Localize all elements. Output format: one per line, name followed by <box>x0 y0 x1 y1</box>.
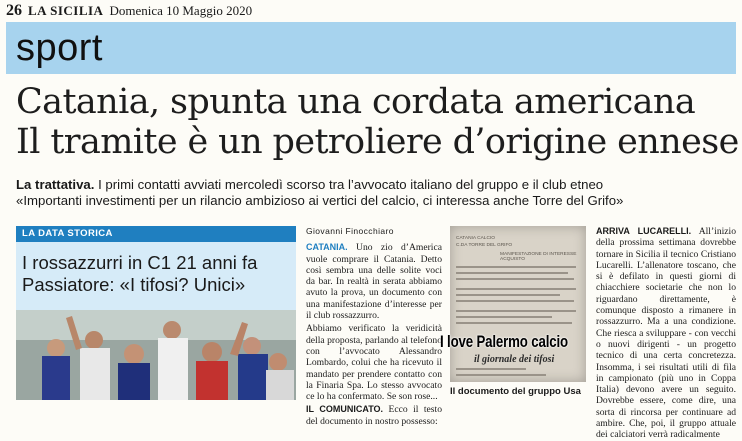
sidebar-box <box>16 226 296 400</box>
article-paragraph-1 <box>306 242 442 321</box>
article-paragraph-3 <box>306 404 442 427</box>
column-2-subhead: ARRIVA LUCARELLI. <box>596 226 692 236</box>
document-line <box>456 288 576 290</box>
sidebar-box-title: LA DATA STORICA <box>16 226 296 242</box>
newspaper-name: LA SICILIA <box>28 3 104 18</box>
byline: Giovanni Finocchiaro <box>306 226 394 236</box>
watermark-logo: il giornale dei tifosi <box>474 354 555 365</box>
document-line <box>456 310 576 312</box>
sidebar-headline-line-2: Passiatore: «I tifosi? Unici» <box>22 274 246 295</box>
issue-date: Domenica 10 Maggio 2020 <box>109 3 253 18</box>
article-paragraph-1-text: Uno zio d’America vuole comprare il Catania. Detto così sembra una delle solite voci da bar. In realtà in serata abbiamo avuto la prova, un documento con una manifestazione d’interesse per il club rossazzurro. <box>306 242 442 322</box>
document-line <box>456 300 574 302</box>
column-2-paragraph <box>596 226 736 441</box>
document-line <box>456 322 572 324</box>
article-paragraph-2: Abbiamo verificato la veridicità della proposta, parlando al telefono con l’avvocato Alessandro Lombardo, colui che ha ricevuto il mandato per prendere contatto con la Finaria Spa. Lo stesso avvocato ce lo ha confermato. Se son rose... <box>306 323 442 403</box>
document-line <box>456 272 568 274</box>
document-text-1: CATANIA CALCIO <box>456 236 496 241</box>
sidebar-box-headline <box>16 242 296 296</box>
article-subhead: IL COMUNICATO. <box>306 404 384 415</box>
document-line <box>456 294 560 296</box>
column-2-text: All’inizio della prossima settimana dovrebbe tornare in Sicilia il tecnico Cristiano Lucarelli. L’allenatore toscano, che si è defilato in questi giorni di chiacchiere societarie che non lo riguardano direttamente, è comunque disposto a rimanere in rossazzurro. Ma a una condizione. Che riesca a sviluppare - con vecchi o nuovi dirigenti - un progetto tecnico di una certa concretezza. Insomma, i sei risultati utili di fila in campionato (più uno in Coppa Italia) devono avere un seguito. Dovrebbe essere, come dire, una sorta di rincorsa per continuare ad ambire. Che, poi, il gruppo attuale dei calciatori verrà radicalmente <box>596 226 737 441</box>
main-headline <box>16 82 739 162</box>
watermark <box>440 332 620 376</box>
document-text-3: MANIFESTAZIONE DI INTERESSE ACQUISTO <box>500 252 577 262</box>
headline-line-2: Il tramite è un petroliere d’origine ennese <box>16 122 739 162</box>
photo-illustration <box>16 310 296 400</box>
article-paragraph-3-text: Ecco il testo del documento in nostro possesso: <box>306 404 442 427</box>
watermark-text: I love Palermo calcio <box>440 332 568 351</box>
standfirst-line-1 <box>16 177 738 193</box>
section-label: sport <box>16 27 103 69</box>
team-celebration-photo <box>16 310 296 400</box>
page-number: 26 <box>6 2 22 19</box>
document-caption: Il documento del gruppo Usa <box>450 386 581 397</box>
document-text-2: C.DA TORRE DEL GRIFO <box>456 243 513 248</box>
standfirst-text-1: I primi contatti avviati mercoledì scorso tra l’avvocato italiano del gruppo e il club etneo <box>94 177 604 192</box>
dateline: CATANIA. <box>306 242 348 253</box>
sidebar-headline-line-1: I rossazzurri in C1 21 anni fa <box>22 252 258 273</box>
masthead <box>6 2 736 20</box>
standfirst-kicker: La trattativa. <box>16 177 95 192</box>
standfirst <box>16 177 738 209</box>
document-line <box>456 316 552 318</box>
document-line <box>456 266 576 268</box>
section-bar <box>6 22 736 74</box>
document-line <box>456 278 574 280</box>
standfirst-line-2: «Importanti investimenti per un rilancio ambizioso ai vertici del calcio, ci interessa anche Torre del Grifo» <box>16 193 624 208</box>
headline-line-1: Catania, spunta una cordata americana <box>16 82 696 122</box>
article-column-2 <box>596 226 736 441</box>
article-column-1 <box>306 226 442 429</box>
